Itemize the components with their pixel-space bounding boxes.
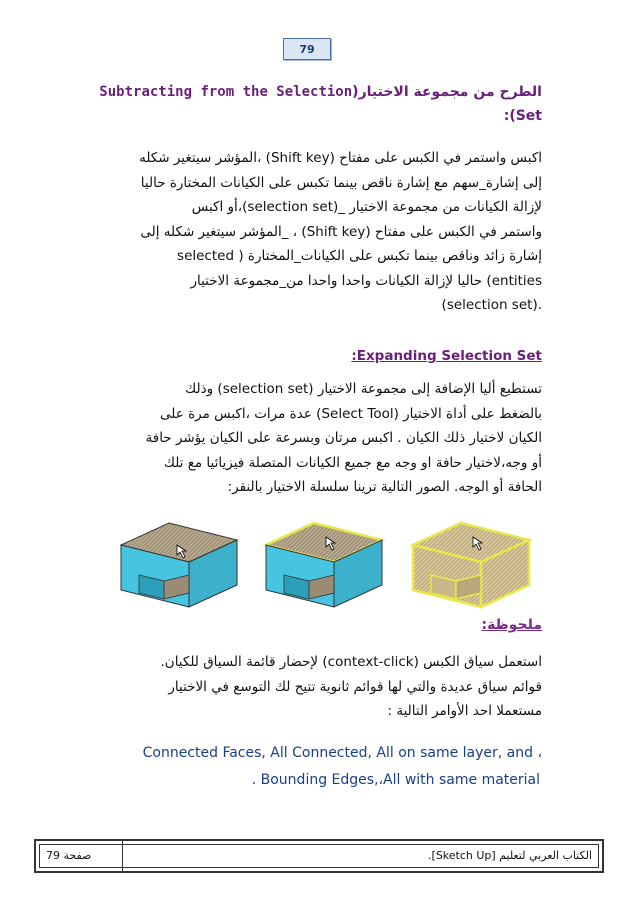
text-line: اكبس واستمر في الكبس على مفتاح (Shift key) ،المؤشر سيتغير شكله	[139, 150, 542, 166]
footer-book-title: الكتاب العربي لتعليم [Sketch Up].	[428, 849, 592, 862]
page-number: 79	[299, 42, 315, 56]
section-heading-tail: :(Set	[503, 108, 542, 124]
text-line: قوائم سياق عديدة والتي لها قوائم ثانوية تتيح لك التوسع في الاختيار	[168, 678, 542, 695]
footer-divider	[122, 841, 123, 871]
text-line: مستعملا احد الأوامر التالية :	[387, 703, 542, 719]
page-number-badge	[283, 38, 331, 60]
text-line: استعمل سياق الكبس (context-click) لإحضار قائمة السياق للكيان.	[160, 654, 542, 670]
text-line: تستطيع أليا الإضافة إلى مجموعة الاختيار (selection set) وذلك	[185, 381, 542, 397]
text-line: .(selection set)	[441, 297, 542, 313]
text-line: واستمر في الكبس على مفتاح (Shift key) ، _المؤشر سيتغير شكله إلى	[140, 223, 542, 240]
text-line: إشارة زائد وناقص بينما تكبس على الكيانات_المختارة ( selected	[177, 248, 542, 264]
paragraph-expanding	[96, 377, 542, 500]
page-footer	[34, 839, 604, 873]
command-list-line-2: . Bounding Edges,،All with same material	[251, 772, 540, 788]
heading-english: Subtracting from the Selection	[99, 84, 353, 100]
note-heading: ملحوظة:	[481, 617, 542, 633]
command-list-line-1: Connected Faces, All Connected, All on same layer, and ،	[142, 745, 542, 761]
cube-selection-step-2-icon	[266, 523, 382, 607]
footer-page-label: صفحة 79	[46, 849, 92, 862]
text-line: لإزالة الكيانات من مجموعة الاختيار _(selection set)،أو اكبس	[191, 199, 542, 215]
text-line: الكيان لاختيار ذلك الكيان . اكبس مرتان وبسرعة على الكيان يؤشر حافة	[145, 430, 542, 446]
text-line: إلى إشارة_سهم مع إشارة ناقص بينما تكبس على الكيانات المختارة حاليا	[140, 174, 542, 191]
text-line: الحافة أو الوجه. الصور التالية ترينا سلسلة الاختيار بالنقر:	[227, 479, 542, 495]
selection-sequence-figure	[119, 515, 539, 615]
cube-selection-step-3-icon	[413, 523, 529, 607]
text-line: بالضغط على أداة الاختيار (Select Tool) عدة مرات ،اكبس مرة على	[160, 405, 542, 422]
text-line: entities) حاليا لإزالة الكيانات واحدا واحدا من_مجموعة الاختيار	[190, 272, 542, 289]
paragraph-note	[96, 650, 542, 724]
section-heading-expanding: :Expanding Selection Set	[351, 348, 542, 364]
cube-selection-step-1-icon	[121, 523, 237, 607]
text-line: أو وجه،لاختيار حافة او وجه مع جميع الكيانات المتصلة فيزيائيا مع تلك	[163, 454, 542, 471]
section-heading-subtracting	[96, 84, 542, 100]
heading-arabic: الطرح من مجموعة الاختيار(	[352, 84, 542, 100]
paragraph-subtracting	[96, 146, 542, 318]
